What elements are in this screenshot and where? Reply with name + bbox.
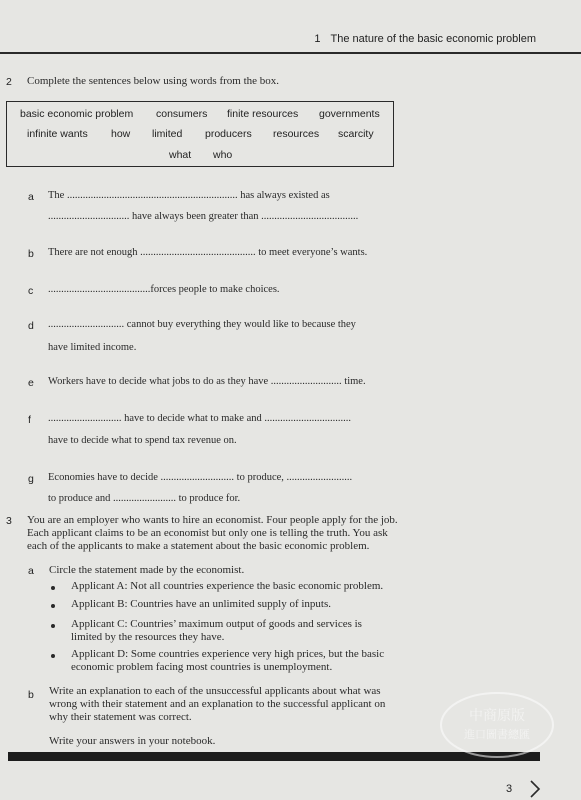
header-rule (0, 52, 581, 54)
applicant-statement: Applicant C: Countries’ maximum output of goods and services is (71, 618, 362, 630)
part-b-line: Write an explanation to each of the unsuccessful applicants about what was (49, 685, 381, 697)
word-box-term: resources (273, 128, 320, 140)
word-box-term: infinite wants (27, 128, 88, 140)
part-a-prompt: Circle the statement made by the economist. (49, 564, 245, 576)
bullet-icon (51, 654, 55, 658)
item-letter: f (28, 414, 31, 426)
stamp-emblem (438, 690, 556, 760)
word-box (6, 101, 394, 167)
answer-line: Economies have to decide ............................ to produce, ......................... (48, 472, 353, 483)
applicant-statement-cont: economic problem facing most countries is unemployment. (71, 661, 333, 673)
bullet-icon (51, 624, 55, 628)
answer-line: Workers have to decide what jobs to do as they have ........................... time. (48, 376, 366, 387)
part-b-note: Write your answers in your notebook. (49, 735, 216, 747)
answer-line: have to decide what to spend tax revenue on. (48, 435, 237, 446)
chapter-number: 1 (314, 33, 321, 45)
answer-line: ............................. cannot buy everything they would like to because they (48, 319, 356, 330)
answer-line: ............................... have always been greater than ..................................... (48, 211, 359, 222)
word-box-term: producers (205, 128, 252, 140)
applicant-statement-cont: limited by the resources they have. (71, 631, 225, 643)
page-number: 3 (506, 783, 513, 795)
chevron-right-icon (528, 779, 542, 799)
part-b-line: wrong with their statement and an explanation to the successful applicant on (49, 698, 386, 710)
question-3-intro-line: each of the applicants to make a statement about the basic economic problem. (27, 540, 370, 552)
applicant-statement: Applicant A: Not all countries experience the basic economic problem. (71, 580, 384, 592)
chapter-header (314, 33, 536, 45)
item-letter: c (28, 285, 34, 297)
stamp-line-1: 中商原版 (469, 708, 525, 724)
answer-line: to produce and ........................ to produce for. (48, 493, 241, 504)
bullet-icon (51, 604, 55, 608)
stamp-line-2: 進口圖書總匯 (464, 728, 530, 741)
part-b-line: why their statement was correct. (49, 711, 192, 723)
part-a-letter: a (28, 565, 34, 577)
word-box-term: basic economic problem (20, 108, 134, 120)
question-3-intro-line: Each applicant claims to be an economist but only one is telling the truth. You ask (27, 527, 388, 539)
item-letter: a (28, 191, 34, 203)
item-letter: b (28, 248, 34, 260)
chapter-title: The nature of the basic economic problem (330, 33, 536, 45)
word-box-term: what (169, 149, 192, 161)
answer-line: .......................................forces people to make choices. (48, 284, 280, 295)
word-box-term: how (111, 128, 131, 140)
word-box-term: scarcity (338, 128, 374, 140)
applicant-statement: Applicant D: Some countries experience very high prices, but the basic (71, 648, 385, 660)
answer-line: ............................ have to decide what to make and ................................. (48, 413, 351, 424)
word-box-term: who (213, 149, 233, 161)
question-3-intro-line: You are an employer who wants to hire an economist. Four people apply for the job. (27, 514, 398, 526)
word-box-term: governments (319, 108, 380, 120)
item-letter: e (28, 377, 34, 389)
word-box-term: limited (152, 128, 183, 140)
bullet-icon (51, 586, 55, 590)
item-letter: d (28, 320, 34, 332)
answer-line: There are not enough ............................................ to meet everyone’s wants. (48, 247, 368, 258)
part-b-letter: b (28, 689, 34, 701)
question-2-instruction: Complete the sentences below using words from the box. (27, 75, 280, 87)
word-box-term: consumers (156, 108, 208, 120)
question-3-number: 3 (6, 515, 12, 527)
word-box-term: finite resources (227, 108, 299, 120)
watermark-stamp (438, 690, 556, 760)
answer-line: The ................................................................. has always existed as (48, 190, 330, 201)
item-letter: g (28, 473, 34, 485)
applicant-statement: Applicant B: Countries have an unlimited supply of inputs. (71, 598, 331, 610)
answer-line: have limited income. (48, 342, 137, 353)
question-2-number: 2 (6, 76, 12, 88)
